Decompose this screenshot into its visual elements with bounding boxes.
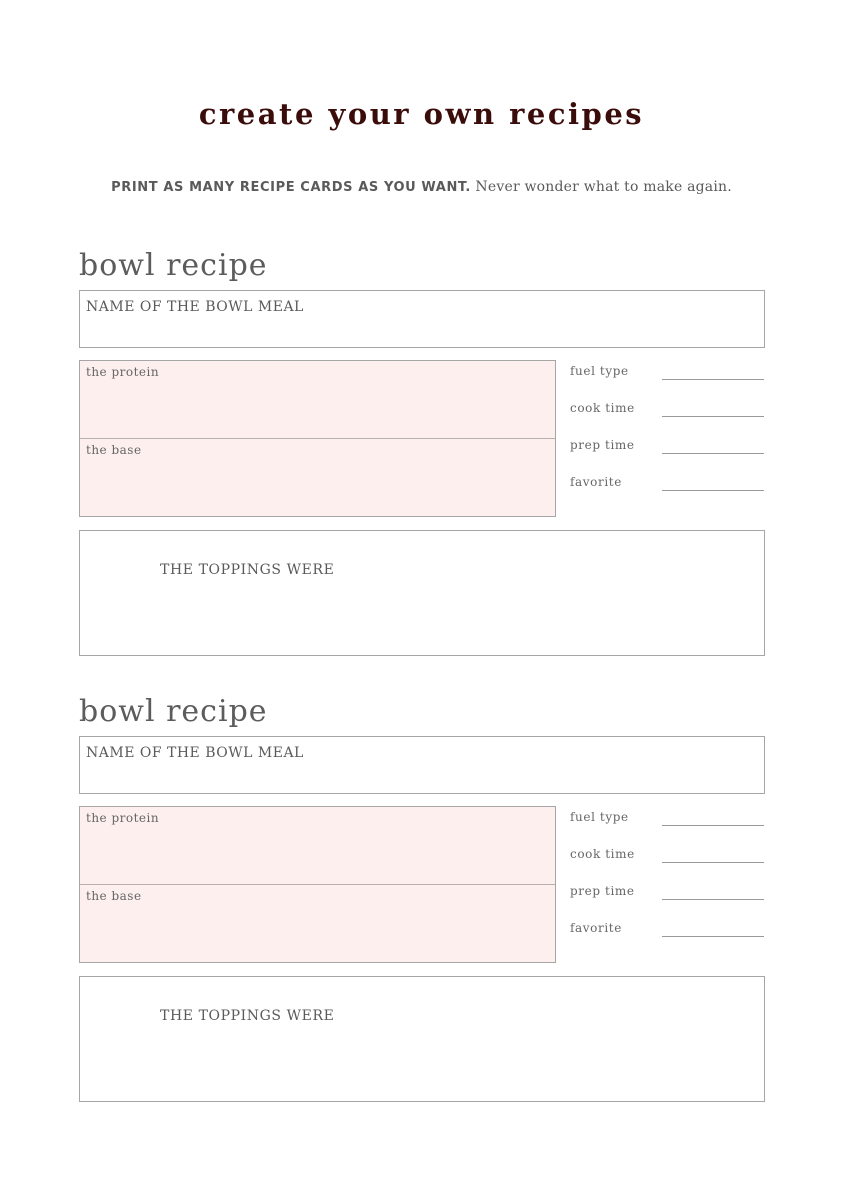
detail-fill-line	[662, 490, 764, 491]
detail-fill-line	[662, 379, 764, 380]
detail-row-cook-time[interactable]	[570, 401, 765, 421]
detail-row-prep-time[interactable]	[570, 884, 765, 904]
detail-row-cook-time[interactable]	[570, 847, 765, 867]
protein-base-divider	[80, 884, 555, 885]
recipe-card-1	[79, 248, 765, 668]
detail-label: fuel type	[570, 810, 629, 824]
detail-label: cook time	[570, 401, 635, 415]
detail-fill-line	[662, 936, 764, 937]
detail-label: prep time	[570, 884, 635, 898]
protein-base-box	[79, 806, 556, 963]
toppings-label: THE TOPPINGS WERE	[160, 562, 335, 578]
protein-label: the protein	[86, 811, 160, 825]
meal-name-label: NAME OF THE BOWL MEAL	[86, 299, 304, 315]
meal-name-field[interactable]	[79, 290, 765, 348]
detail-label: favorite	[570, 475, 622, 489]
base-label: the base	[86, 889, 142, 903]
recipe-card-2	[79, 694, 765, 1114]
detail-fill-line	[662, 453, 764, 454]
detail-row-favorite[interactable]	[570, 475, 765, 495]
page-title: create your own recipes	[198, 97, 645, 131]
detail-label: cook time	[570, 847, 635, 861]
detail-row-fuel-type[interactable]	[570, 810, 765, 830]
detail-row-favorite[interactable]	[570, 921, 765, 941]
toppings-field[interactable]	[79, 976, 765, 1102]
meal-name-label: NAME OF THE BOWL MEAL	[86, 745, 304, 761]
base-label: the base	[86, 443, 142, 457]
card-heading: bowl recipe	[79, 248, 268, 283]
subtitle-strong: PRINT AS MANY RECIPE CARDS AS YOU WANT.	[111, 180, 471, 195]
detail-label: fuel type	[570, 364, 629, 378]
detail-fill-line	[662, 899, 764, 900]
toppings-label: THE TOPPINGS WERE	[160, 1008, 335, 1024]
subtitle-normal: Never wonder what to make again.	[475, 179, 732, 195]
card-heading: bowl recipe	[79, 694, 268, 729]
protein-base-box	[79, 360, 556, 517]
detail-fill-line	[662, 862, 764, 863]
protein-base-divider	[80, 438, 555, 439]
detail-row-prep-time[interactable]	[570, 438, 765, 458]
meal-name-field[interactable]	[79, 736, 765, 794]
toppings-field[interactable]	[79, 530, 765, 656]
detail-row-fuel-type[interactable]	[570, 364, 765, 384]
detail-fill-line	[662, 825, 764, 826]
page-subtitle	[0, 179, 843, 195]
detail-fill-line	[662, 416, 764, 417]
detail-label: favorite	[570, 921, 622, 935]
protein-label: the protein	[86, 365, 160, 379]
detail-label: prep time	[570, 438, 635, 452]
